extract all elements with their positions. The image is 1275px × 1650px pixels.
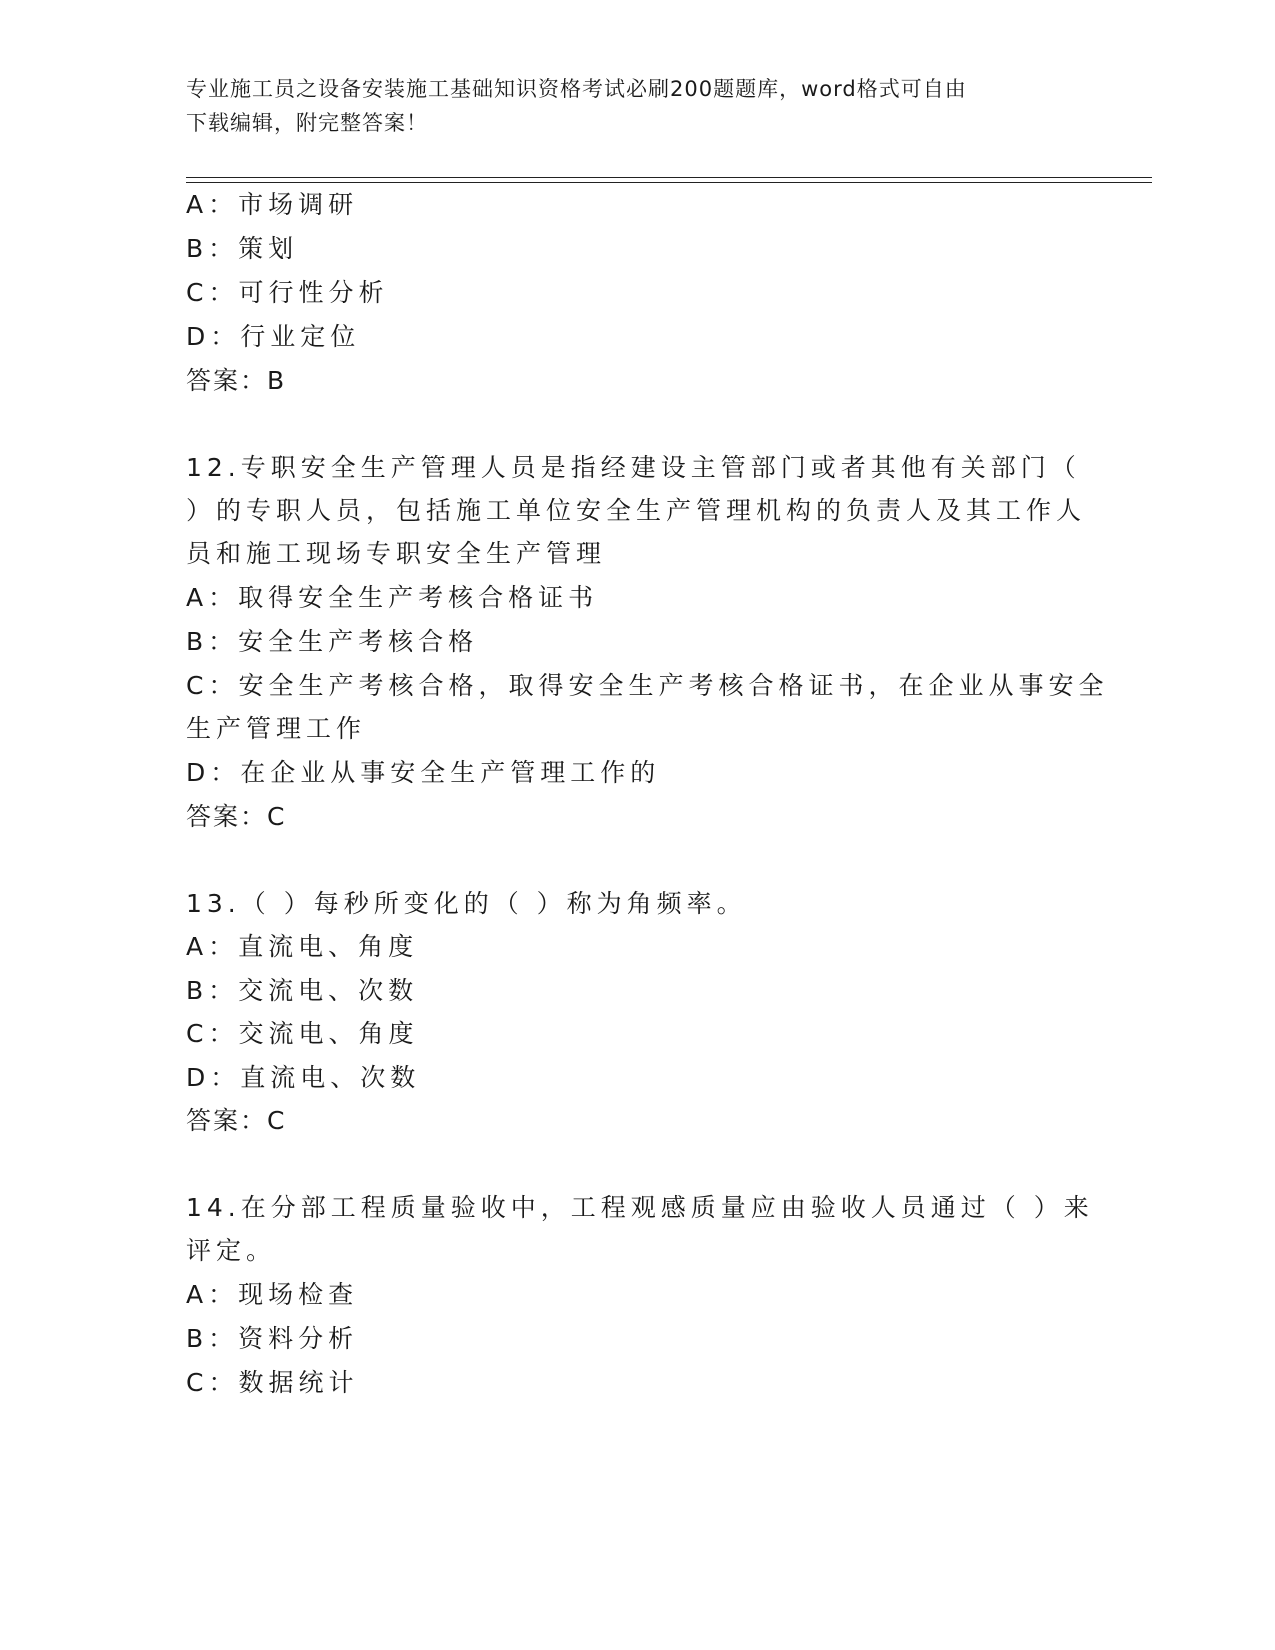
q12-stem-line-2: ）的专职人员，包括施工单位安全生产管理机构的负责人及其工作人: [186, 496, 1087, 525]
q14-stem-line-1: 14.在分部工程质量验收中，工程观感质量应由验收人员通过（ ）来: [186, 1193, 1094, 1222]
q11-option-c: C：可行性分析: [186, 278, 389, 307]
q14-option-a: A：现场检查: [186, 1280, 359, 1309]
q12-option-c-line-2: 生产管理工作: [186, 714, 367, 743]
q14-option-c: C：数据统计: [186, 1368, 359, 1397]
header-line-2: 下载编辑，附完整答案！: [186, 111, 428, 135]
q13-stem: 13.（ ）每秒所变化的（ ）称为角频率。: [186, 889, 747, 918]
q13-option-a: A：直流电、角度: [186, 932, 419, 961]
q12-answer: 答案：C: [186, 802, 287, 831]
q11-option-a: A：市场调研: [186, 190, 359, 219]
q11-option-d: D：行业定位: [186, 322, 361, 351]
q13-answer: 答案：C: [186, 1106, 287, 1135]
q12-stem-line-3: 员和施工现场专职安全生产管理: [186, 539, 607, 568]
header-divider-bottom: [186, 182, 1152, 183]
q12-option-c-line-1: C：安全生产考核合格，取得安全生产考核合格证书，在企业从事安全: [186, 671, 1109, 700]
q11-option-b: B：策划: [186, 234, 299, 263]
q12-stem-line-1: 12.专职安全生产管理人员是指经建设主管部门或者其他有关部门（: [186, 453, 1081, 482]
q12-option-b: B：安全生产考核合格: [186, 627, 479, 656]
q11-answer: 答案：B: [186, 366, 287, 395]
header-divider-top: [186, 177, 1152, 178]
header-line-1: 专业施工员之设备安装施工基础知识资格考试必刷200题题库，word格式可自由: [186, 77, 967, 101]
q13-option-b: B：交流电、次数: [186, 976, 419, 1005]
q12-option-a: A：取得安全生产考核合格证书: [186, 583, 599, 612]
q14-option-b: B：资料分析: [186, 1324, 359, 1353]
q14-stem-line-2: 评定。: [186, 1236, 277, 1265]
q12-option-d: D：在企业从事安全生产管理工作的: [186, 758, 661, 787]
q13-option-c: C：交流电、角度: [186, 1019, 419, 1048]
q13-option-d: D：直流电、次数: [186, 1063, 421, 1092]
document-header: [186, 72, 1066, 140]
